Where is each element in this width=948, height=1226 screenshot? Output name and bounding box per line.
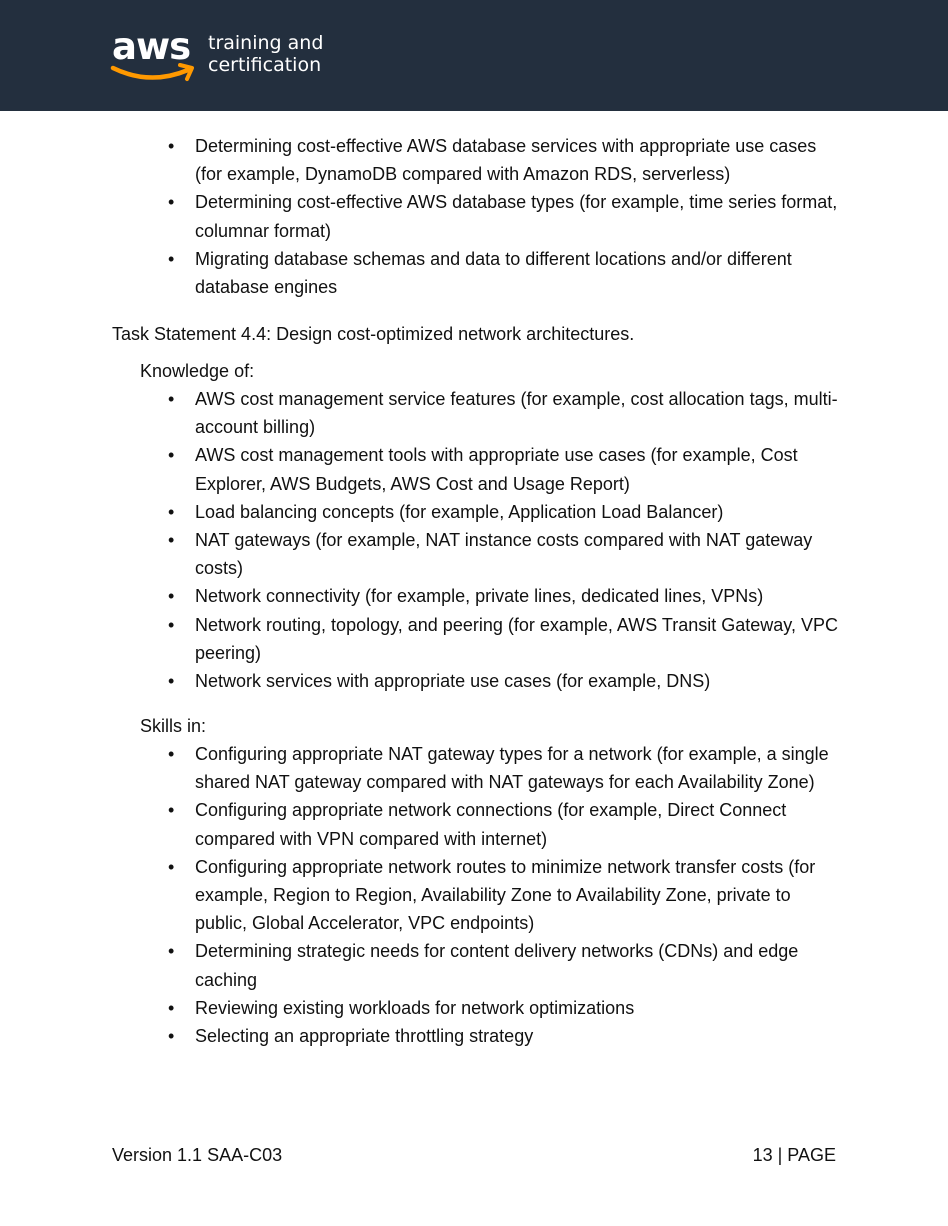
knowledge-heading: Knowledge of: <box>140 361 255 381</box>
footer-version: Version 1.1 SAA-C03 <box>112 1145 283 1165</box>
bullet-icon: • <box>168 856 175 877</box>
list-item-text: Reviewing existing workloads for network optimizations <box>195 997 635 1018</box>
list-item <box>0 937 845 993</box>
list-item-text: AWS cost management service features (for example, cost allocation tags, multi-account billing) <box>195 389 838 438</box>
bullet-icon: • <box>168 445 175 466</box>
bullet-icon: • <box>168 389 175 409</box>
footer-page-number: 13 | PAGE <box>752 1145 836 1165</box>
list-item <box>0 796 845 852</box>
aws-smile-icon <box>110 60 200 86</box>
list-item <box>0 994 845 1022</box>
list-item <box>0 740 845 796</box>
bullet-icon: • <box>168 614 175 635</box>
page-header <box>0 0 948 111</box>
list-item <box>0 611 845 667</box>
bullet-icon: • <box>168 671 175 692</box>
bullet-icon: • <box>168 248 175 269</box>
list-item-text: Load balancing concepts (for example, Application Load Balancer) <box>195 501 724 522</box>
list-item-text: Network routing, topology, and peering (for example, AWS Transit Gateway, VPC peering) <box>195 614 838 663</box>
list-item <box>0 132 845 188</box>
list-item <box>0 245 845 301</box>
logo-tagline-line2: certification <box>208 54 322 76</box>
bullet-icon: • <box>168 501 175 522</box>
list-item <box>0 385 845 441</box>
list-item <box>0 582 845 610</box>
logo-tagline <box>208 32 323 76</box>
skills-heading: Skills in: <box>140 716 207 736</box>
bullet-icon: • <box>168 997 175 1018</box>
logo-tagline-line1: training and <box>208 32 324 54</box>
bullet-icon: • <box>168 1026 175 1047</box>
list-item-text: Selecting an appropriate throttling strategy <box>195 1026 534 1047</box>
list-item <box>0 526 845 582</box>
list-item <box>0 498 845 526</box>
aws-wordmark: aws <box>112 25 191 68</box>
list-item-text: Network connectivity (for example, private lines, dedicated lines, VPNs) <box>195 586 764 607</box>
list-item <box>0 441 845 497</box>
list-item <box>0 853 845 938</box>
database-bullet-list <box>0 132 845 301</box>
task-statement-heading: Task Statement 4.4: Design cost-optimized network architectures. <box>112 324 635 344</box>
list-item-text: Migrating database schemas and data to different locations and/or different database engines <box>195 248 792 298</box>
bullet-icon: • <box>168 744 175 764</box>
bullet-icon: • <box>168 530 175 551</box>
list-item-text: Network services with appropriate use cases (for example, DNS) <box>195 671 711 692</box>
bullet-icon: • <box>168 586 175 607</box>
bullet-icon: • <box>168 941 175 962</box>
list-item <box>0 667 845 695</box>
list-item-text: AWS cost management tools with appropriate use cases (for example, Cost Explorer, AWS Budgets, AWS Cost and Usage Report) <box>195 445 798 494</box>
list-item-text: Configuring appropriate network connections (for example, Direct Connect compared with VPN compared with internet) <box>195 800 787 849</box>
list-item <box>0 188 845 244</box>
bullet-icon: • <box>168 136 175 156</box>
bullet-icon: • <box>168 800 175 821</box>
list-item-text: Configuring appropriate network routes to minimize network transfer costs (for example, Region to Region, Availability Zone to Availability Zone, private to public, Global Accelerator, VPC endpoints) <box>195 856 816 934</box>
skills-list <box>0 740 845 1050</box>
list-item-text: Configuring appropriate NAT gateway types for a network (for example, a single shared NAT gateway compared with NAT gateways for each Availability Zone) <box>195 744 829 793</box>
list-item <box>0 1022 845 1050</box>
list-item-text: Determining cost-effective AWS database services with appropriate use cases (for example, DynamoDB compared with Amazon RDS, serverless) <box>195 136 817 185</box>
aws-training-logo <box>110 26 340 88</box>
list-item-text: NAT gateways (for example, NAT instance costs compared with NAT gateway costs) <box>195 530 813 579</box>
bullet-icon: • <box>168 192 175 213</box>
list-item-text: Determining strategic needs for content delivery networks (CDNs) and edge caching <box>195 941 799 990</box>
list-item-text: Determining cost-effective AWS database types (for example, time series format, columnar format) <box>195 192 838 241</box>
knowledge-list <box>0 385 845 695</box>
